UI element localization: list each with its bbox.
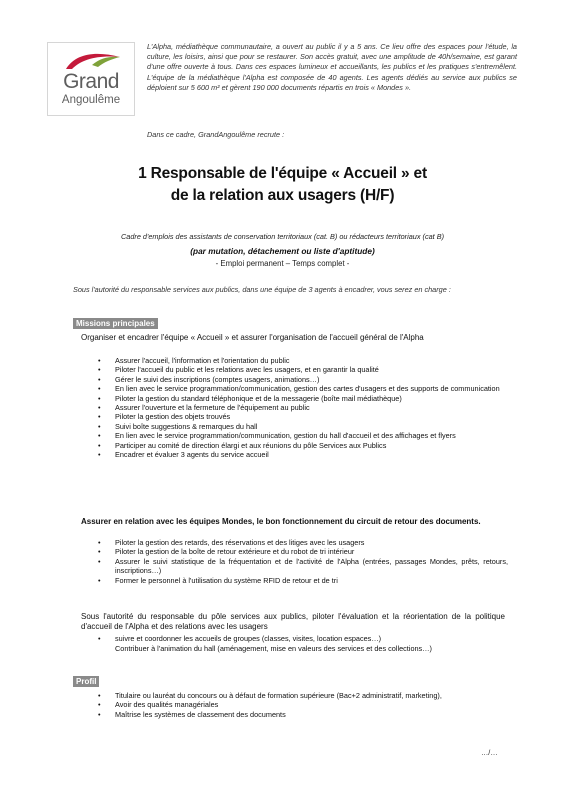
list-item: • Piloter la gestion des objets trouvés [98, 412, 508, 421]
authority-statement: Sous l'autorité du responsable services aux publics, dans une équipe de 3 agents à encadrer, vous serez en charge : [73, 285, 451, 294]
list-item: • suivre et coordonner les accueils de groupes (classes, visites, location espaces…) [98, 634, 508, 643]
mission-block-3-list [98, 634, 508, 643]
profil-list [98, 691, 508, 719]
list-item: • Participer au comité de direction élargi et aux réunions du pôle Services aux Publics [98, 441, 508, 450]
list-item: • Avoir des qualités managériales [98, 700, 508, 709]
list-item: • En lien avec le service programmation/communication, gestion des cartes d'usagers et des supports de communication [98, 384, 508, 393]
mission-block-1-list [98, 356, 508, 459]
cadre-emploi: Cadre d'emplois des assistants de conservation territoriaux (cat. B) ou rédacteurs territoriaux (cat B) [121, 232, 444, 241]
logo-text-grand: Grand [63, 70, 119, 93]
list-item: • Piloter la gestion des retards, des réservations et des litiges avec les usagers [98, 538, 508, 547]
grand-angouleme-logo [47, 42, 135, 116]
logo-text-angouleme: Angoulême [61, 94, 121, 106]
job-title-line-1: 1 Responsable de l'équipe « Accueil » et [138, 165, 427, 182]
intro-paragraph: L'Alpha, médiathèque communautaire, a ouvert au public il y a 5 ans. Ce lieu offre des espaces pour l'étude, la culture, les loisirs, ainsi que pour se restaurer. Son accès gratuit, avec une amplitude de 40h/semaine, est garant d'une offre ouverte à tous. Dans ces espaces lumineux et accueillants, les publics et les pratiques s'entremêlent. L'équipe de la médiathèque l'Alpha est composée de 40 agents. Les agents dédiés au service aux publics se déploient sur 5 600 m² et gèrent 190 000 documents répartis en trois « Mondes ». [147, 42, 517, 92]
mission-block-3-contrib: Contribuer à l'animation du hall (aménagement, mise en valeurs des services et des collections…) [115, 644, 432, 653]
mission-block-2-lead: Assurer en relation avec les équipes Mondes, le bon fonctionnement du circuit de retour des documents. [81, 517, 481, 526]
list-item: • Former le personnel à l'utilisation du système RFID de retour et de tri [98, 576, 508, 585]
section-missions-label: Missions principales [73, 318, 158, 329]
recruitment-line: Dans ce cadre, GrandAngoulême recrute : [147, 130, 285, 139]
mission-block-3-lead: Sous l'autorité du responsable du pôle services aux publics, piloter l'évaluation et la réorientation de la politique d'accueil de l'Alpha et des relations avec les usagers [81, 612, 505, 631]
list-item: • Titulaire ou lauréat du concours ou à défaut de formation supérieure (Bac+2 administratif, marketing), [98, 691, 508, 700]
logo-swoosh-icon [62, 49, 122, 71]
list-item: • Assurer l'accueil, l'information et l'orientation du public [98, 356, 508, 365]
page-continuation-marker: …/… [481, 748, 498, 757]
list-item: • Piloter l'accueil du public et les relations avec les usagers, et en garantir la qualité [98, 365, 508, 374]
list-item: • Encadrer et évaluer 3 agents du service accueil [98, 450, 508, 459]
recruitment-mode: (par mutation, détachement ou liste d'aptitude) [190, 246, 375, 256]
list-item: • Assurer l'ouverture et la fermeture de l'équipement au public [98, 403, 508, 412]
job-title-line-2: de la relation aux usagers (H/F) [170, 187, 395, 204]
list-item: • Maîtrise les systèmes de classement des documents [98, 710, 508, 719]
mission-block-2-list [98, 538, 508, 585]
list-item: • Piloter la gestion de la boîte de retour extérieure et du robot de tri intérieur [98, 547, 508, 556]
section-profil-label: Profil [73, 676, 99, 687]
employment-type: - Emploi permanent – Temps complet - [215, 259, 350, 268]
list-item: • Suivi boîte suggestions & remarques du hall [98, 422, 508, 431]
list-item: • En lien avec le service programmation/communication, gestion du hall d'accueil et des affichages et flyers [98, 431, 508, 440]
list-item: • Assurer le suivi statistique de la fréquentation et de l'activité de l'Alpha (entrées, passages Mondes, prêts, retours, inscriptions…) [98, 557, 508, 576]
list-item: • Piloter la gestion du standard téléphonique et de la messagerie (boîte mail médiathèque) [98, 394, 508, 403]
mission-block-1-lead: Organiser et encadrer l'équipe « Accueil » et assurer l'organisation de l'accueil général de l'Alpha [81, 333, 424, 342]
list-item: • Gérer le suivi des inscriptions (comptes usagers, animations…) [98, 375, 508, 384]
